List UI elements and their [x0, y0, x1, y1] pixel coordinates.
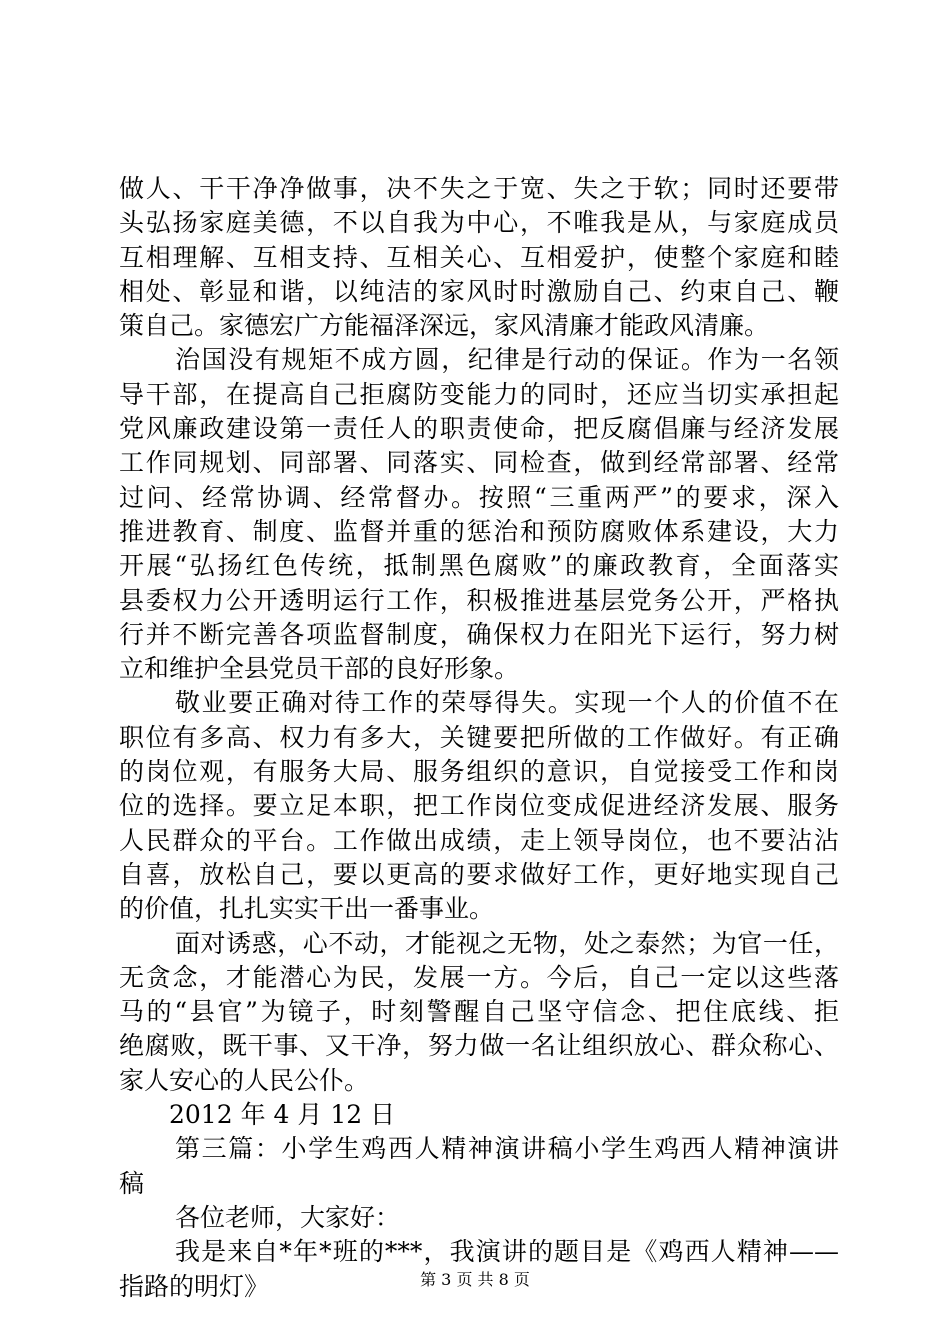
- text-line: 自喜，放松自己，要以更高的要求做好工作，更好地实现自己: [119, 859, 839, 889]
- text-line: 家人安心的人民公仆。: [119, 1065, 370, 1095]
- text-line: 推进教育、制度、监督并重的惩治和预防腐败体系建设，大力: [119, 516, 839, 546]
- section-title: [119, 1132, 839, 1201]
- page-footer: [0, 1270, 950, 1290]
- text-line: 开展“弘扬红色传统，抵制黑色腐败”的廉政教育，全面落实: [119, 551, 839, 581]
- text-line: 工作同规划、同部署、同落实、同检查，做到经常部署、经常: [119, 448, 839, 478]
- text-line: 党风廉政建设第一责任人的职责使命，把反腐倡廉与经济发展: [119, 414, 839, 444]
- text-line: 无贪念，才能潜心为民，发展一方。今后，自己一定以这些落: [119, 962, 839, 992]
- paragraph-1: [119, 172, 839, 343]
- text-line: 绝腐败，既干事、又干净，努力做一名让组织放心、群众称心、: [119, 1031, 839, 1061]
- text-line: 立和维护全县党员干部的良好形象。: [119, 654, 520, 684]
- document-date: 2012 年 4 月 12 日: [169, 1100, 396, 1130]
- text-line: 相处、彰显和谐，以纯洁的家风时时激励自己、约束自己、鞭: [119, 276, 839, 306]
- document-body: [119, 172, 839, 1304]
- text-line: 导干部，在提高自己拒腐防变能力的同时，还应当切实承担起: [119, 379, 839, 409]
- text-line: 我是来自*年*班的***，我演讲的题目是《鸡西人精神——: [175, 1237, 839, 1267]
- text-line: 头弘扬家庭美德，不以自我为中心，不唯我是从，与家庭成员: [119, 208, 839, 238]
- text-line: 人民群众的平台。工作做出成绩，走上领导岗位，也不要沾沾: [119, 825, 839, 855]
- speech-greeting: 各位老师，大家好：: [175, 1202, 401, 1232]
- text-line: 职位有多高、权力有多大，关键要把所做的工作做好。有正确: [119, 722, 839, 752]
- text-line: 策自己。家德宏广方能福泽深远，家风清廉才能政风清廉。: [119, 311, 770, 341]
- paragraph-3: [119, 686, 839, 926]
- text-line: 治国没有规矩不成方圆，纪律是行动的保证。作为一名领: [175, 345, 839, 375]
- text-line: 马的“县官”为镜子，时刻警醒自己坚守信念、把住底线、拒: [119, 997, 839, 1027]
- text-line: 互相理解、互相支持、互相关心、互相爱护，使整个家庭和睦: [119, 242, 839, 272]
- page-number-label: 第 3 页 共 8 页: [420, 1270, 530, 1289]
- paragraph-4: [119, 927, 839, 1098]
- text-line: 敬业要正确对待工作的荣辱得失。实现一个人的价值不在: [175, 688, 839, 718]
- text-line: 的价值，扎扎实实干出一番事业。: [119, 894, 495, 924]
- text-line: 行并不断完善各项监督制度，确保权力在阳光下运行，努力树: [119, 619, 839, 649]
- section-title-line: 第三篇：小学生鸡西人精神演讲稿小学生鸡西人精神演讲: [175, 1134, 839, 1164]
- paragraph-2: [119, 343, 839, 686]
- text-line: 面对诱惑，心不动，才能视之无物，处之泰然；为官一任，: [175, 928, 839, 958]
- text-line: 的岗位观，有服务大局、服务组织的意识，自觉接受工作和岗: [119, 757, 839, 787]
- section-title-line: 稿: [119, 1168, 145, 1198]
- text-line: 县委权力公开透明运行工作，积极推进基层党务公开，严格执: [119, 585, 839, 615]
- text-line: 做人、干干净净做事，决不失之于宽、失之于软；同时还要带: [119, 174, 839, 203]
- text-line: 指路的明灯》: [119, 1271, 270, 1301]
- text-line: 过问、经常协调、经常督办。按照“三重两严”的要求，深入: [119, 482, 839, 512]
- text-line: 位的选择。要立足本职，把工作岗位变成促进经济发展、服务: [119, 791, 839, 821]
